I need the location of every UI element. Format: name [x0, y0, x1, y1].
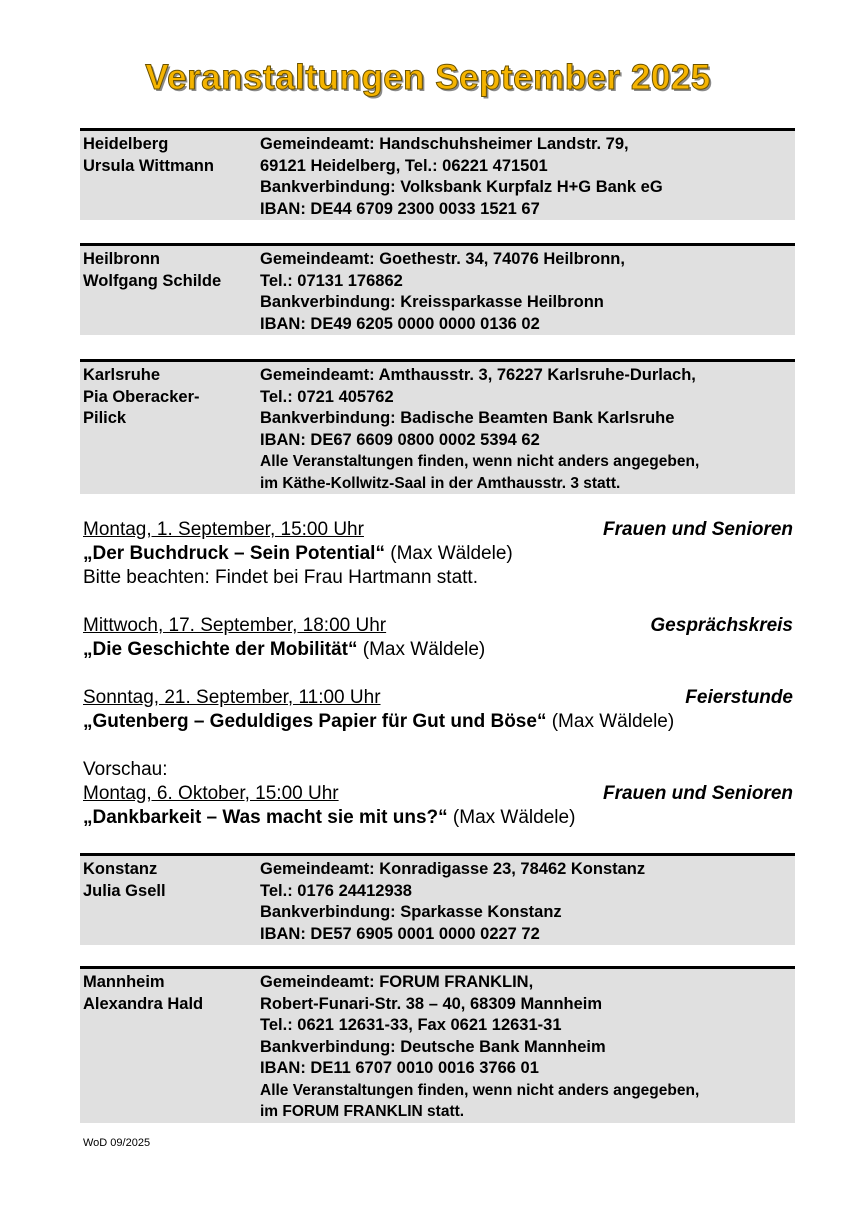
event-speaker: (Max Wäldele) — [447, 807, 576, 828]
address-line: Gemeindeamt: Amthausstr. 3, 76227 Karlsruhe-Durlach, — [260, 366, 696, 384]
event-speaker: (Max Wäldele) — [546, 711, 675, 732]
community-block-mannheim — [80, 966, 795, 1123]
event-date: Montag, 6. Oktober, 15:00 Uhr — [83, 783, 339, 804]
community-name: Heilbronn — [83, 250, 160, 268]
event-date: Mittwoch, 17. September, 18:00 Uhr — [83, 615, 387, 636]
event-category: Frauen und Senioren — [602, 783, 793, 804]
event-note: Bitte beachten: Findet bei Frau Hartmann statt. — [83, 567, 478, 588]
footer-code: WoD 09/2025 — [83, 1137, 151, 1149]
event-speaker: (Max Wäldele) — [357, 639, 486, 660]
community-block-karlsruhe — [80, 359, 795, 494]
community-contact — [83, 134, 258, 177]
iban-line: IBAN: DE44 6709 2300 0033 1521 67 — [260, 199, 540, 218]
iban-line: IBAN: DE67 6609 0800 0002 5394 62 — [260, 430, 540, 449]
community-details — [260, 972, 790, 1123]
address-line: Gemeindeamt: Handschuhsheimer Landstr. 79, — [260, 135, 629, 153]
venue-note: Alle Veranstaltungen finden, wenn nicht anders angegeben, — [260, 1081, 700, 1099]
phone-line: Tel.: 0621 12631-33, Fax 0621 12631-31 — [260, 1016, 562, 1034]
event-title: „Dankbarkeit – Was macht sie mit uns?“ — [83, 807, 448, 828]
contact-person: Wolfgang Schilde — [83, 271, 222, 290]
event-3 — [83, 686, 793, 734]
bank-line: Bankverbindung: Sparkasse Konstanz — [260, 903, 562, 921]
community-contact — [83, 859, 258, 902]
address-line: 69121 Heidelberg, Tel.: 06221 471501 — [260, 156, 548, 175]
community-details — [260, 134, 790, 220]
event-title: „Die Geschichte der Mobilität“ — [83, 639, 358, 660]
community-name: Mannheim — [83, 973, 165, 991]
event-preview — [83, 758, 793, 830]
iban-line: IBAN: DE49 6205 0000 0000 0136 02 — [260, 314, 540, 333]
community-block-konstanz — [80, 853, 795, 945]
community-name: Konstanz — [83, 860, 158, 878]
community-contact — [83, 972, 258, 1015]
event-title: „Der Buchdruck – Sein Potential“ — [83, 543, 385, 564]
address-line: Robert-Funari-Str. 38 – 40, 68309 Mannheim — [260, 994, 603, 1013]
address-line: Gemeindeamt: Goethestr. 34, 74076 Heilbronn, — [260, 250, 625, 268]
event-2 — [83, 614, 793, 662]
event-title: „Gutenberg – Geduldiges Papier für Gut und Böse“ — [83, 711, 547, 732]
phone-line: Tel.: 0176 24412938 — [260, 881, 412, 900]
community-contact — [83, 249, 258, 292]
bank-line: Bankverbindung: Kreissparkasse Heilbronn — [260, 293, 604, 311]
event-category: Frauen und Senioren — [602, 519, 793, 540]
contact-person: Alexandra Hald — [83, 994, 204, 1013]
event-1 — [83, 518, 793, 590]
bank-line: Bankverbindung: Deutsche Bank Mannheim — [260, 1037, 606, 1056]
bank-line: Bankverbindung: Volksbank Kurpfalz H+G Bank eG — [260, 178, 663, 196]
community-contact — [83, 365, 258, 430]
contact-person: Ursula Wittmann — [83, 156, 214, 175]
venue-note: Alle Veranstaltungen finden, wenn nicht anders angegeben, — [260, 453, 700, 470]
address-line: Gemeindeamt: Konradigasse 23, 78462 Konstanz — [260, 860, 646, 878]
iban-line: IBAN: DE57 6905 0001 0000 0227 72 — [260, 924, 540, 943]
community-details — [260, 249, 790, 335]
contact-person: Julia Gsell — [83, 881, 166, 900]
contact-person: Pia Oberacker- — [83, 387, 200, 406]
event-date: Sonntag, 21. September, 11:00 Uhr — [83, 687, 381, 708]
community-name: Heidelberg — [83, 135, 169, 153]
event-date: Montag, 1. September, 15:00 Uhr — [83, 519, 364, 540]
venue-note: im Käthe-Kollwitz-Saal in der Amthausstr. 3 statt. — [260, 474, 621, 492]
event-category: Gesprächskreis — [650, 615, 793, 636]
preview-label: Vorschau: — [83, 759, 168, 780]
venue-note: im FORUM FRANKLIN statt. — [260, 1103, 465, 1120]
iban-line: IBAN: DE11 6707 0010 0016 3766 01 — [260, 1059, 539, 1077]
community-details — [260, 365, 790, 494]
phone-line: Tel.: 0721 405762 — [260, 387, 394, 406]
contact-person: Pilick — [83, 409, 127, 427]
page-title: Veranstaltungen September 2025 — [145, 58, 711, 97]
bank-line: Bankverbindung: Badische Beamten Bank Karlsruhe — [260, 409, 675, 427]
event-category: Feierstunde — [685, 687, 793, 708]
community-name: Karlsruhe — [83, 366, 161, 384]
community-details — [260, 859, 790, 945]
event-speaker: (Max Wäldele) — [384, 543, 513, 564]
community-block-heidelberg — [80, 128, 795, 220]
address-line: Gemeindeamt: FORUM FRANKLIN, — [260, 973, 534, 991]
community-block-heilbronn — [80, 243, 795, 335]
phone-line: Tel.: 07131 176862 — [260, 271, 403, 290]
